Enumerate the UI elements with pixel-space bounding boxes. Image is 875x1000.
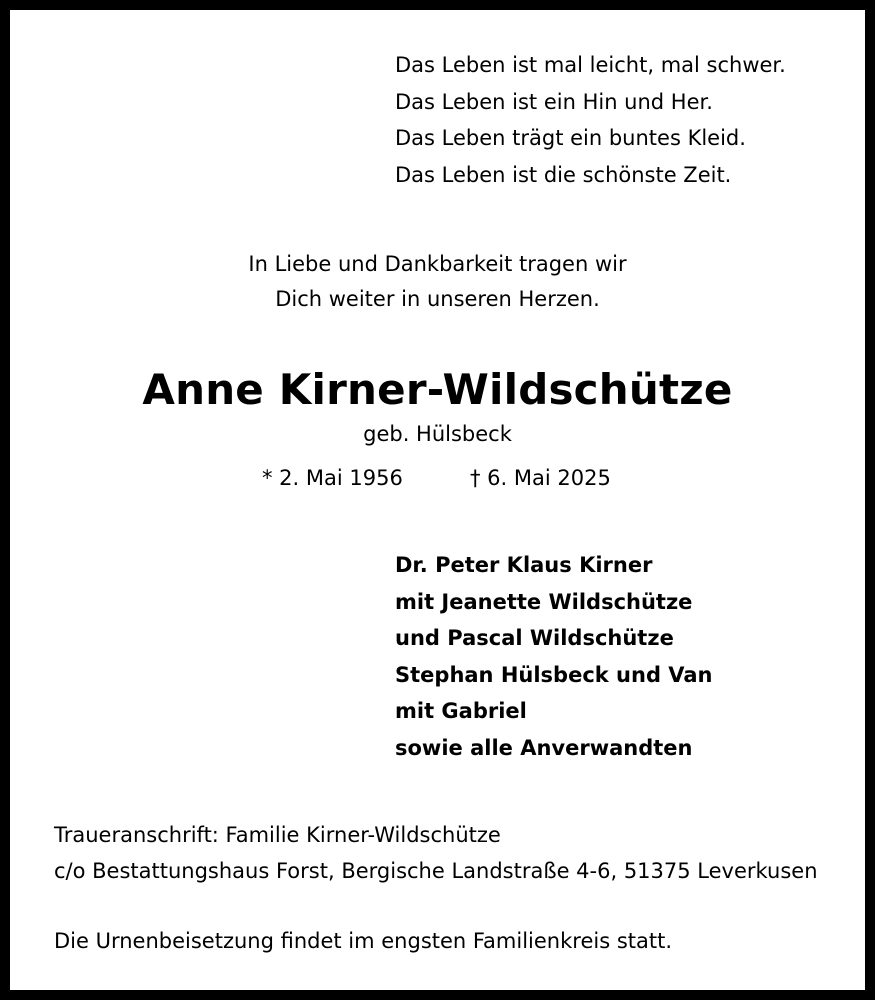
mourning-address: Traueranschrift: Familie Kirner-Wildschütze [54, 823, 501, 847]
mourner: Stephan Hülsbeck und Van [395, 663, 713, 687]
mourner: Dr. Peter Klaus Kirner [395, 553, 653, 577]
poem-line: Das Leben trägt ein buntes Kleid. [395, 126, 746, 150]
dedication-line: Dich weiter in unseren Herzen. [275, 287, 600, 311]
mourner: sowie alle Anverwandten [395, 736, 693, 760]
burial-note: Die Urnenbeisetzung findet im engsten Familienkreis statt. [54, 929, 673, 953]
mourner: mit Jeanette Wildschütze [395, 590, 693, 614]
birth-date: * 2. Mai 1956 [262, 466, 403, 490]
mourner: mit Gabriel [395, 699, 527, 723]
poem-line: Das Leben ist ein Hin und Her. [395, 90, 713, 114]
mourner: und Pascal Wildschütze [395, 626, 674, 650]
maiden-name: geb. Hülsbeck [363, 422, 512, 446]
poem-line: Das Leben ist die schönste Zeit. [395, 163, 732, 187]
death-date: † 6. Mai 2025 [470, 466, 611, 490]
dedication-line: In Liebe und Dankbarkeit tragen wir [248, 252, 627, 276]
mourning-address-detail: c/o Bestattungshaus Forst, Bergische Landstraße 4-6, 51375 Leverkusen [54, 859, 818, 883]
poem-line: Das Leben ist mal leicht, mal schwer. [395, 53, 786, 77]
deceased-name: Anne Kirner-Wildschütze [142, 365, 733, 414]
